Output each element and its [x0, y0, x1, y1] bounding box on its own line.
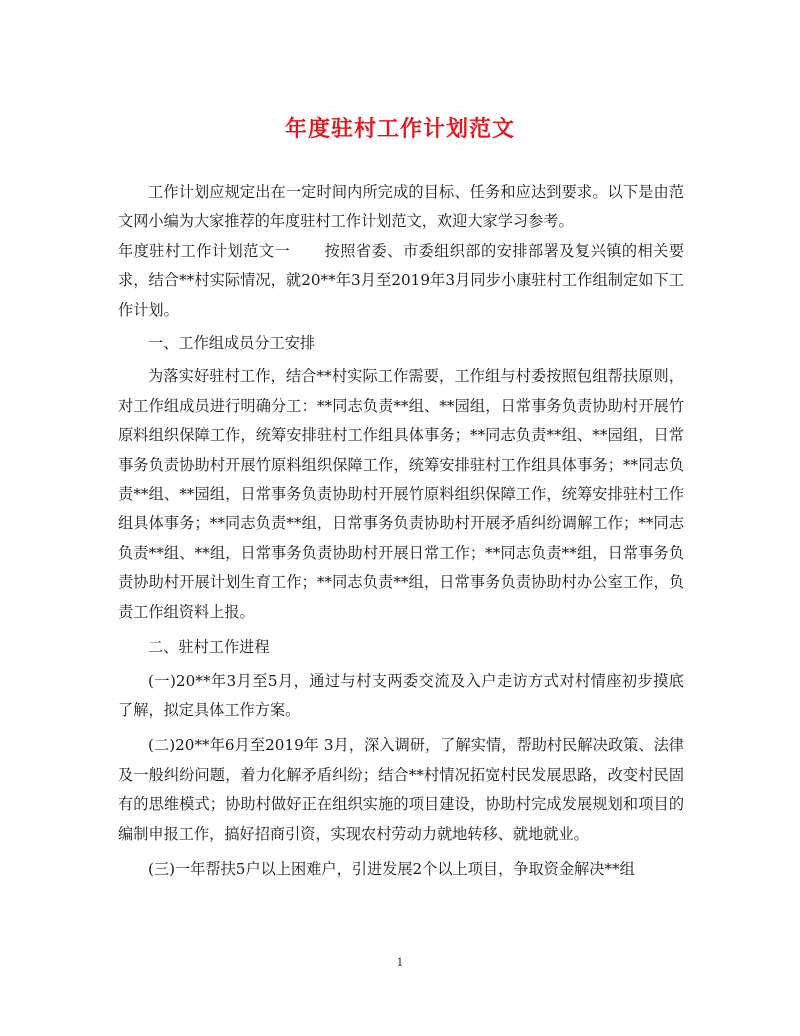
document-title: 年度驻村工作计划范文 [284, 116, 515, 142]
section1-body: 为落实好驻村工作，结合**村实际工作需要，工作组与村委按照包组帮扶原则，对工作组成员进行明确分工：**同志负责**组、**园组，日常事务负责协助村开展竹原料组织保障工作，统筹安排驻村工作组具体事务；**同志负责**组、**园组，日常事务负责协助村开展竹原料组织保障工作，统筹安排驻村工作组具体事务；**同志负责**组、**园组，日常事务负责协助村开展竹原料组织保障工作，统筹安排驻村工作组具体事务；**同志负责**组，日常事务负责协助村开展矛盾纠纷调解工作；**同志负责**组、**组，日常事务负责协助村开展日常工作；**同志负责**组，日常事务负责协助村开展计划生育工作；**同志负责**组，日常事务负责协助村办公室工作，负责工作组资料上报。 [118, 367, 684, 621]
document-body [118, 178, 684, 884]
intro-paragraph: 工作计划应规定出在一定时间内所完成的目标、任务和应达到要求。以下是由范文网小编为大家推荐的年度驻村工作计划范文，欢迎大家学习参考。 [118, 183, 684, 231]
progress-item-1: (一)20**年3月至5月，通过与村支两委交流及入户走访方式对村情座初步摸底了解，拟定具体工作方案。 [118, 671, 684, 719]
lead-text: 按照省委、市委组织部的安排部署及复兴镇的相关要求，结合**村实际情况，就20**年3月至2019年3月同步小康驻村工作组制定如下工作计划。 [118, 241, 685, 319]
progress-item-3: (三)一年帮扶5户以上困难户，引进发展2个以上项目，争取资金解决**组 [148, 859, 635, 878]
section1-heading: 一、工作组成员分工安排 [148, 334, 316, 353]
lead-paragraph [118, 237, 684, 325]
section2-heading: 二、驻村工作进程 [148, 638, 270, 657]
progress-item-2: (二)20**年6月至2019年 3月，深入调研，了解实情，帮助村民解决政策、法律及一般纠纷问题，着力化解矛盾纠纷；结合**村情况拓宽村民发展思路，改变村民固有的思维模式；协助村做好正在组织实施的项目建设，协助村完成发展规划和项目的编制申报工作，搞好招商引资，实现农村劳动力就地转移、就地就业。 [118, 736, 684, 843]
page-number: 1 [396, 956, 404, 969]
lead-label: 年度驻村工作计划范文一 [118, 241, 291, 260]
